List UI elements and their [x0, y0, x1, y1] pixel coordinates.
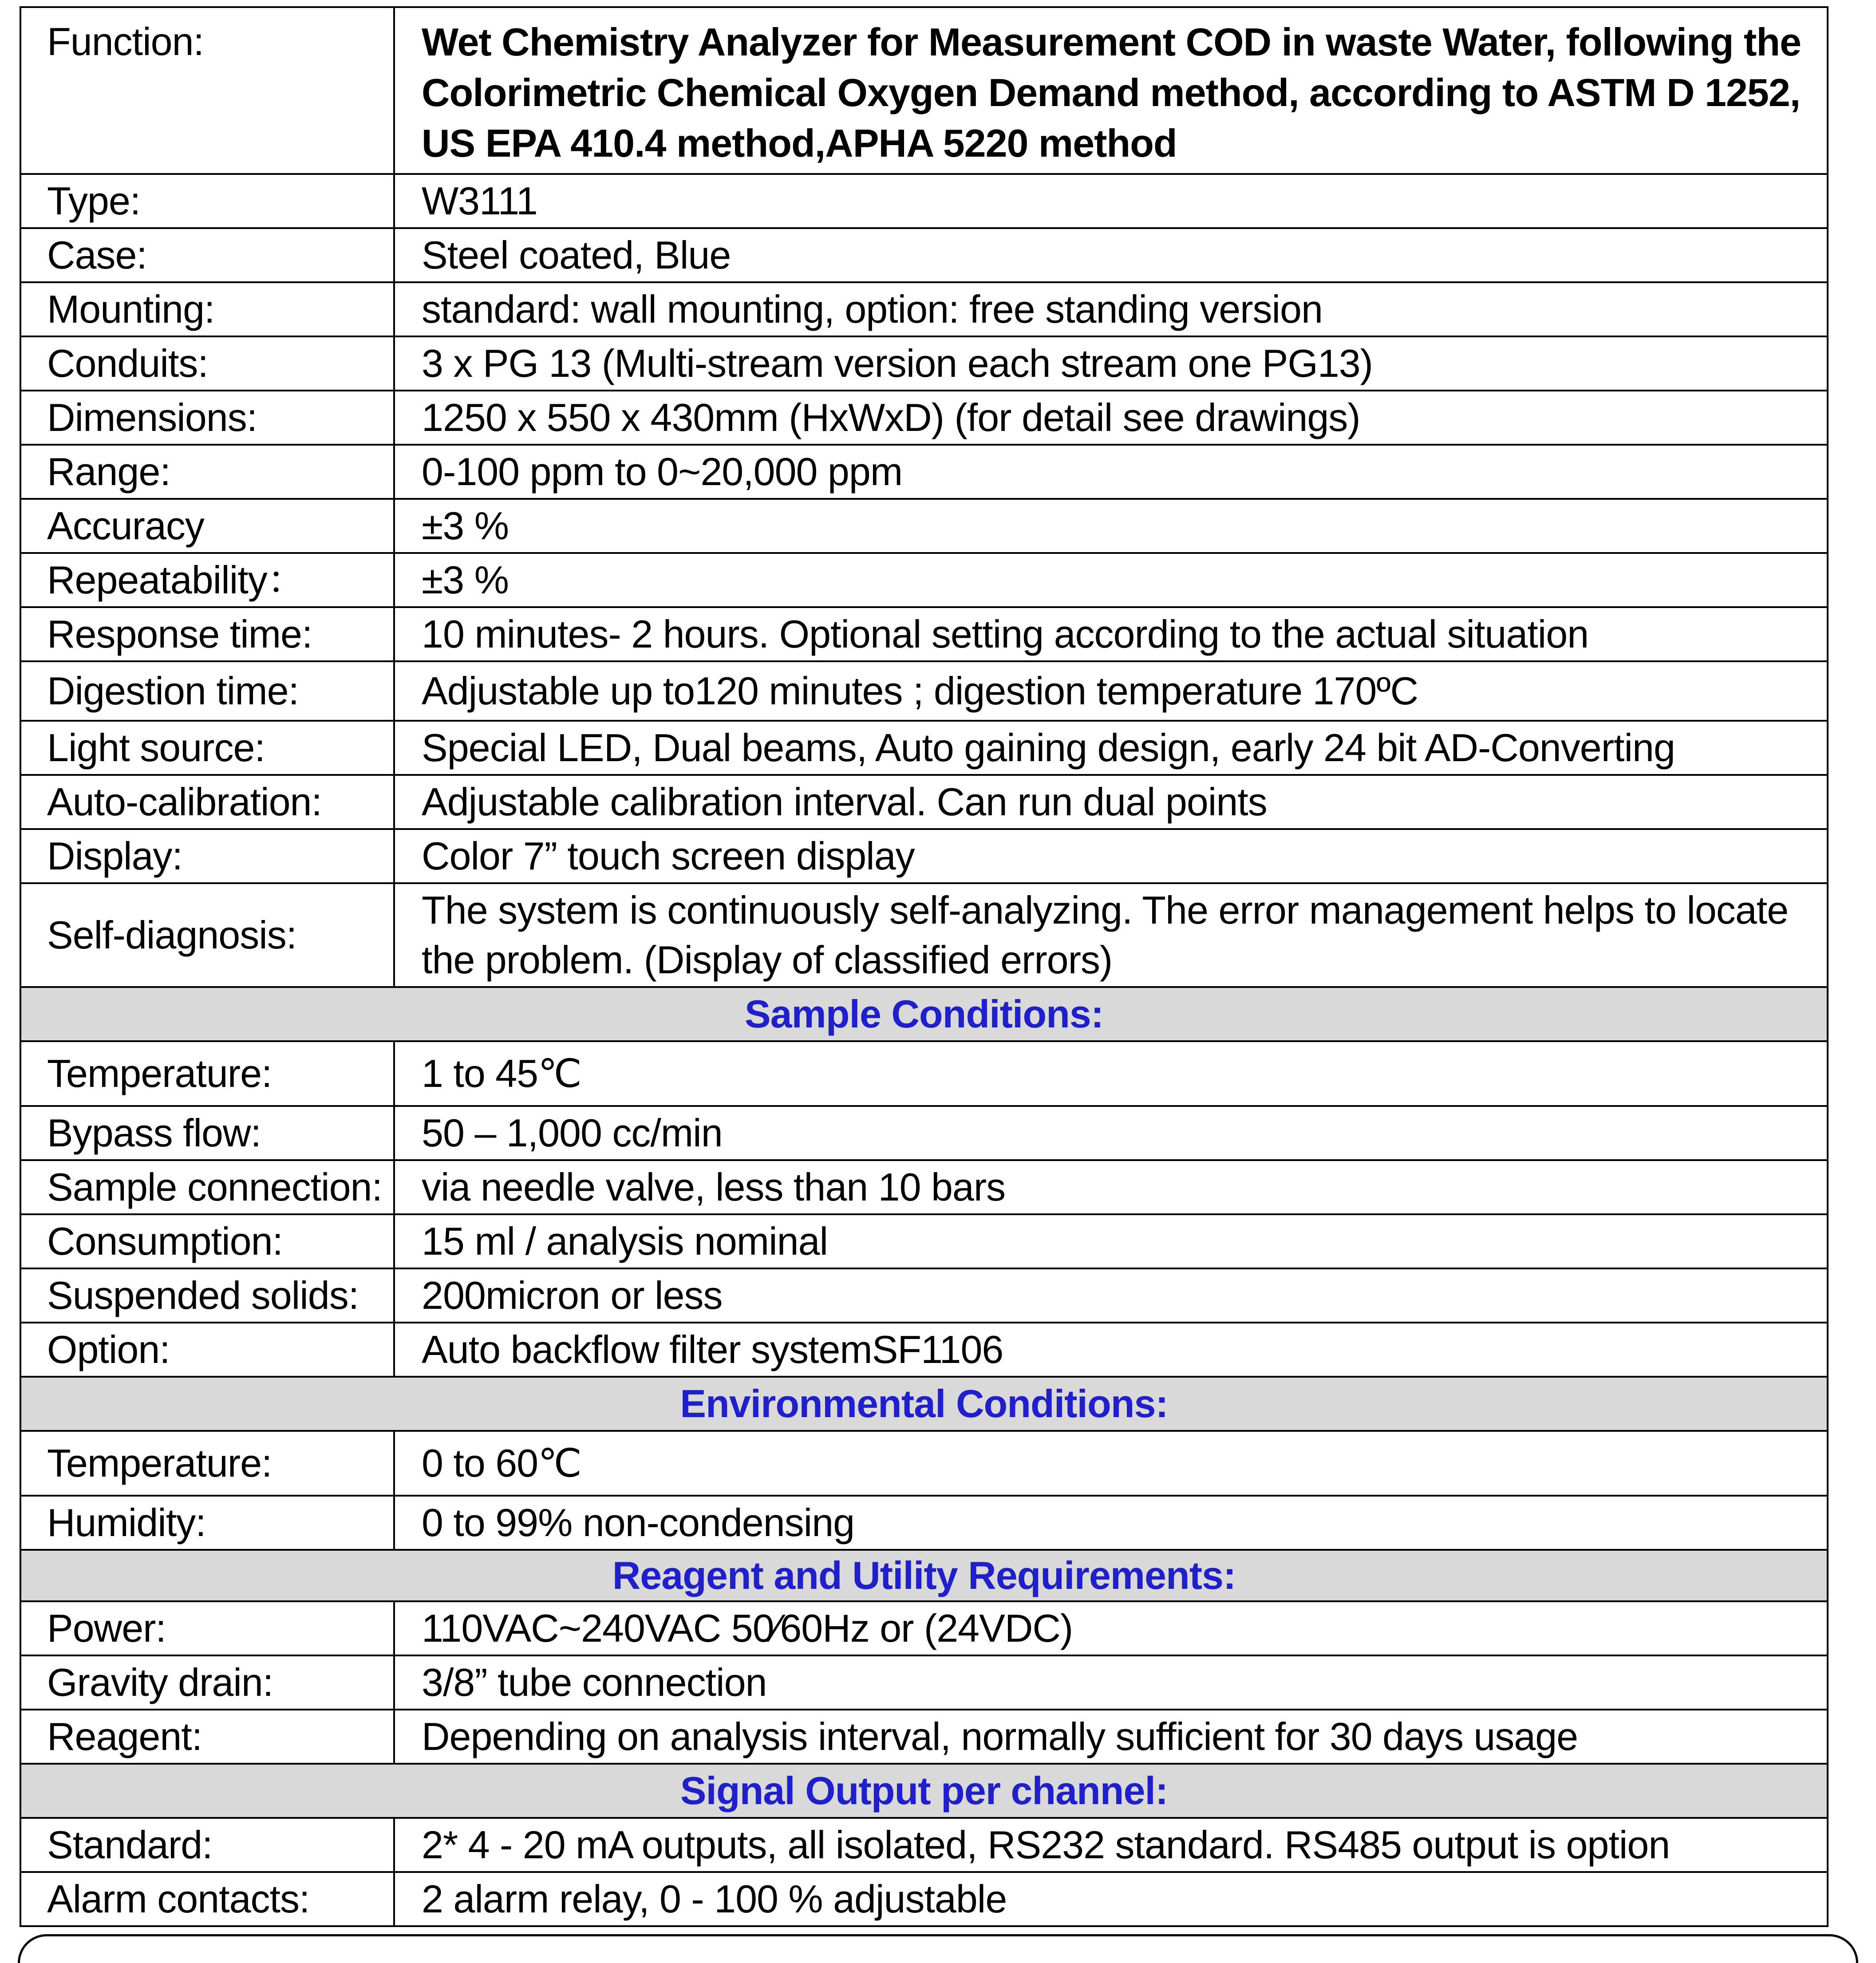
spec-value: 2 alarm relay, 0 - 100 % adjustable: [394, 1872, 1828, 1926]
spec-label: Light source:: [20, 721, 394, 775]
spec-label: Standard:: [20, 1818, 394, 1872]
spec-label: Case:: [20, 228, 394, 282]
spec-value: 15 ml / analysis nominal: [394, 1214, 1828, 1268]
spec-label: Power:: [20, 1601, 394, 1655]
spec-row: [20, 829, 1828, 883]
spec-label: Option:: [20, 1323, 394, 1377]
spec-value: 3/8” tube connection: [394, 1655, 1828, 1710]
specification-table-body: [20, 7, 1828, 1926]
spec-label: Gravity drain:: [20, 1655, 394, 1710]
spec-row: [20, 1041, 1828, 1106]
spec-label: Temperature:: [20, 1431, 394, 1496]
section-header-row: [20, 1377, 1828, 1431]
spec-value: standard: wall mounting, option: free standing version: [394, 282, 1828, 336]
spec-row: [20, 1160, 1828, 1214]
spec-row: [20, 1710, 1828, 1764]
spec-value: 3 x PG 13 (Multi-stream version each stream one PG13): [394, 336, 1828, 391]
spec-value: 110VAC~240VAC 50⁄60Hz or (24VDC): [394, 1601, 1828, 1655]
spec-value: 10 minutes- 2 hours. Optional setting according to the actual situation: [394, 607, 1828, 661]
spec-label: Sample connection:: [20, 1160, 394, 1214]
spec-value: Auto backflow filter systemSF1106: [394, 1323, 1828, 1377]
spec-label: Mounting:: [20, 282, 394, 336]
spec-value: W3111: [394, 174, 1828, 228]
spec-row: [20, 445, 1828, 499]
section-title: Signal Output per channel:: [20, 1764, 1828, 1818]
section-title: Environmental Conditions:: [20, 1377, 1828, 1431]
spec-label: Digestion time:: [20, 661, 394, 721]
spec-row: [20, 1601, 1828, 1655]
spec-label: Accuracy: [20, 499, 394, 553]
spec-row: [20, 1214, 1828, 1268]
spec-value: 50 – 1,000 cc/min: [394, 1106, 1828, 1160]
spec-row: [20, 1818, 1828, 1872]
spec-row: [20, 553, 1828, 607]
spec-label: Function:: [20, 7, 394, 174]
spec-row: [20, 883, 1828, 987]
spec-value: 0 to 60℃: [394, 1431, 1828, 1496]
spec-label: Alarm contacts:: [20, 1872, 394, 1926]
spec-label: Consumption:: [20, 1214, 394, 1268]
spec-value: 2* 4 - 20 mA outputs, all isolated, RS232 standard. RS485 output is option: [394, 1818, 1828, 1872]
spec-value: 1250 x 550 x 430mm (HxWxD) (for detail see drawings): [394, 391, 1828, 445]
spec-label: Type:: [20, 174, 394, 228]
section-header-row: [20, 1550, 1828, 1601]
spec-label: Bypass flow:: [20, 1106, 394, 1160]
spec-label: Repeatability：: [20, 553, 394, 607]
spec-row: [20, 1872, 1828, 1926]
spec-value: Adjustable calibration interval. Can run dual points: [394, 775, 1828, 829]
section-title: Sample Conditions:: [20, 987, 1828, 1041]
spec-label: Temperature:: [20, 1041, 394, 1106]
spec-value: Steel coated, Blue: [394, 228, 1828, 282]
section-title: Reagent and Utility Requirements:: [20, 1550, 1828, 1601]
spec-value: Special LED, Dual beams, Auto gaining design, early 24 bit AD-Converting: [394, 721, 1828, 775]
spec-label: Auto-calibration:: [20, 775, 394, 829]
spec-value: 1 to 45℃: [394, 1041, 1828, 1106]
spec-row: [20, 336, 1828, 391]
spec-row: [20, 499, 1828, 553]
spec-row: [20, 721, 1828, 775]
spec-value: 0-100 ppm to 0~20,000 ppm: [394, 445, 1828, 499]
section-header-row: [20, 1764, 1828, 1818]
spec-row: [20, 775, 1828, 829]
spec-row: [20, 661, 1828, 721]
spec-row: [20, 1496, 1828, 1550]
section-header-row: [20, 987, 1828, 1041]
spec-label: Response time:: [20, 607, 394, 661]
spec-row: [20, 7, 1828, 174]
spec-row: [20, 607, 1828, 661]
spec-row: [20, 282, 1828, 336]
spec-row: [20, 174, 1828, 228]
spec-row: [20, 228, 1828, 282]
spec-value: 0 to 99% non-condensing: [394, 1496, 1828, 1550]
spec-value: The system is continuously self-analyzing. The error management helps to locate the problem. (Display of classified errors): [394, 883, 1828, 987]
spec-value: ±3 %: [394, 553, 1828, 607]
spec-label: Suspended solids:: [20, 1268, 394, 1323]
spec-value: ±3 %: [394, 499, 1828, 553]
bottom-frame-edge: [18, 1934, 1858, 1963]
spec-value: via needle valve, less than 10 bars: [394, 1160, 1828, 1214]
spec-row: [20, 1431, 1828, 1496]
spec-label: Self-diagnosis:: [20, 883, 394, 987]
spec-label: Range:: [20, 445, 394, 499]
spec-row: [20, 1106, 1828, 1160]
spec-row: [20, 1655, 1828, 1710]
spec-label: Display:: [20, 829, 394, 883]
spec-value: Wet Chemistry Analyzer for Measurement COD in waste Water, following the Colorimetric Chemical Oxygen Demand method, according to ASTM D 1252, US EPA 410.4 method,APHA 5220 method: [394, 7, 1828, 174]
specification-table: [20, 6, 1829, 1927]
spec-value: Adjustable up to120 minutes ; digestion temperature 170ºC: [394, 661, 1828, 721]
spec-row: [20, 391, 1828, 445]
spec-label: Dimensions:: [20, 391, 394, 445]
spec-label: Humidity:: [20, 1496, 394, 1550]
spec-value: Depending on analysis interval, normally sufficient for 30 days usage: [394, 1710, 1828, 1764]
spec-row: [20, 1268, 1828, 1323]
spec-value: Color 7” touch screen display: [394, 829, 1828, 883]
spec-value: 200micron or less: [394, 1268, 1828, 1323]
spec-row: [20, 1323, 1828, 1377]
spec-label: Conduits:: [20, 336, 394, 391]
spec-label: Reagent:: [20, 1710, 394, 1764]
